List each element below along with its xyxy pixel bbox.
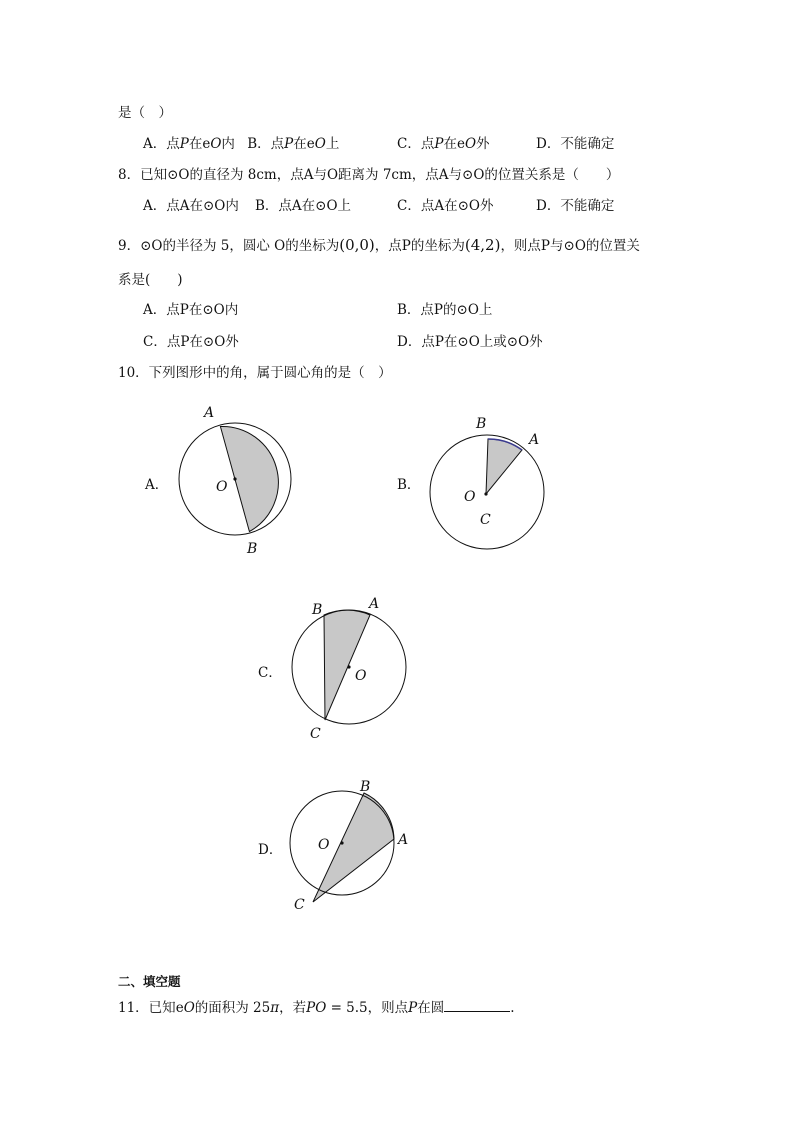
fig-d-pt-a: A xyxy=(398,832,409,848)
fig-b-pt-a: A xyxy=(529,432,540,448)
q7-stem-tail: 是（ ） xyxy=(118,105,172,121)
fig-d-pt-b: B xyxy=(360,779,371,795)
q8-option-a: A．点A在⊙O内 xyxy=(143,198,239,214)
fig-c-pt-a: A xyxy=(369,596,380,612)
q9-option-a: A．点P在⊙O内 xyxy=(143,302,239,318)
q8-option-d: D．不能确定 xyxy=(536,198,615,214)
q10-stem: 10．下列图形中的角，属于圆心角的是（ ） xyxy=(118,365,392,381)
coord-o: (0,0) xyxy=(339,236,375,254)
q9-option-b: B．点P的⊙O上 xyxy=(397,302,493,318)
fig-b-pt-b: B xyxy=(476,416,487,432)
fig-b-label: B． xyxy=(397,477,421,493)
q9-stem: 9．⊙O的半径为 5，圆心 O的坐标为(0,0)，点P的坐标为(4,2)，则点P与⊙O的位置关 xyxy=(118,236,640,254)
q9-option-d: D．点P在⊙O上或⊙O外 xyxy=(397,334,543,350)
fig-d-pt-o: O xyxy=(318,837,330,853)
figure-a xyxy=(165,400,305,565)
figure-c xyxy=(280,592,420,747)
q9-stem-line2: 系是( ) xyxy=(118,272,183,288)
q11-stem: 11．已知eO的面积为 25π，若PO = 5.5，则点P在圆 . xyxy=(118,1000,515,1016)
q7-option-a: A．点P在eO内 xyxy=(143,136,235,152)
fig-a-pt-o: O xyxy=(216,479,228,495)
section-2-title: 二、填空题 xyxy=(118,974,181,989)
fig-a-label: A． xyxy=(145,477,169,493)
fig-a-pt-b: B xyxy=(247,541,258,557)
fig-c-pt-o: O xyxy=(355,668,367,684)
coord-p: (4,2) xyxy=(464,236,501,254)
fig-d-pt-c: C xyxy=(294,897,305,913)
fig-c-label: C． xyxy=(258,665,282,681)
q11-answer-blank[interactable] xyxy=(444,999,510,1012)
figure-d xyxy=(285,772,425,917)
q7-option-c: C．点P在eO外 xyxy=(397,136,490,152)
q7-options xyxy=(143,135,339,153)
fig-c-pt-c: C xyxy=(310,726,321,742)
fig-c-pt-b: B xyxy=(312,602,323,618)
q9-option-c: C．点P在⊙O外 xyxy=(143,334,239,350)
figure-b xyxy=(420,408,560,553)
q8-stem: 8．已知⊙O的直径为 8cm，点A与O距离为 7cm，点A与⊙O的位置关系是（ ） xyxy=(118,167,620,183)
fig-d-label: D． xyxy=(258,842,283,858)
q7-option-d: D．不能确定 xyxy=(536,136,615,152)
fig-b-pt-o: O xyxy=(464,489,476,505)
q7-option-b: B．点P在eO上 xyxy=(247,136,340,152)
q8-option-c: C．点A在⊙O外 xyxy=(397,198,494,214)
fig-b-pt-c: C xyxy=(480,512,491,528)
q8-option-b: B．点A在⊙O上 xyxy=(255,198,352,214)
fig-a-pt-a: A xyxy=(204,405,215,421)
